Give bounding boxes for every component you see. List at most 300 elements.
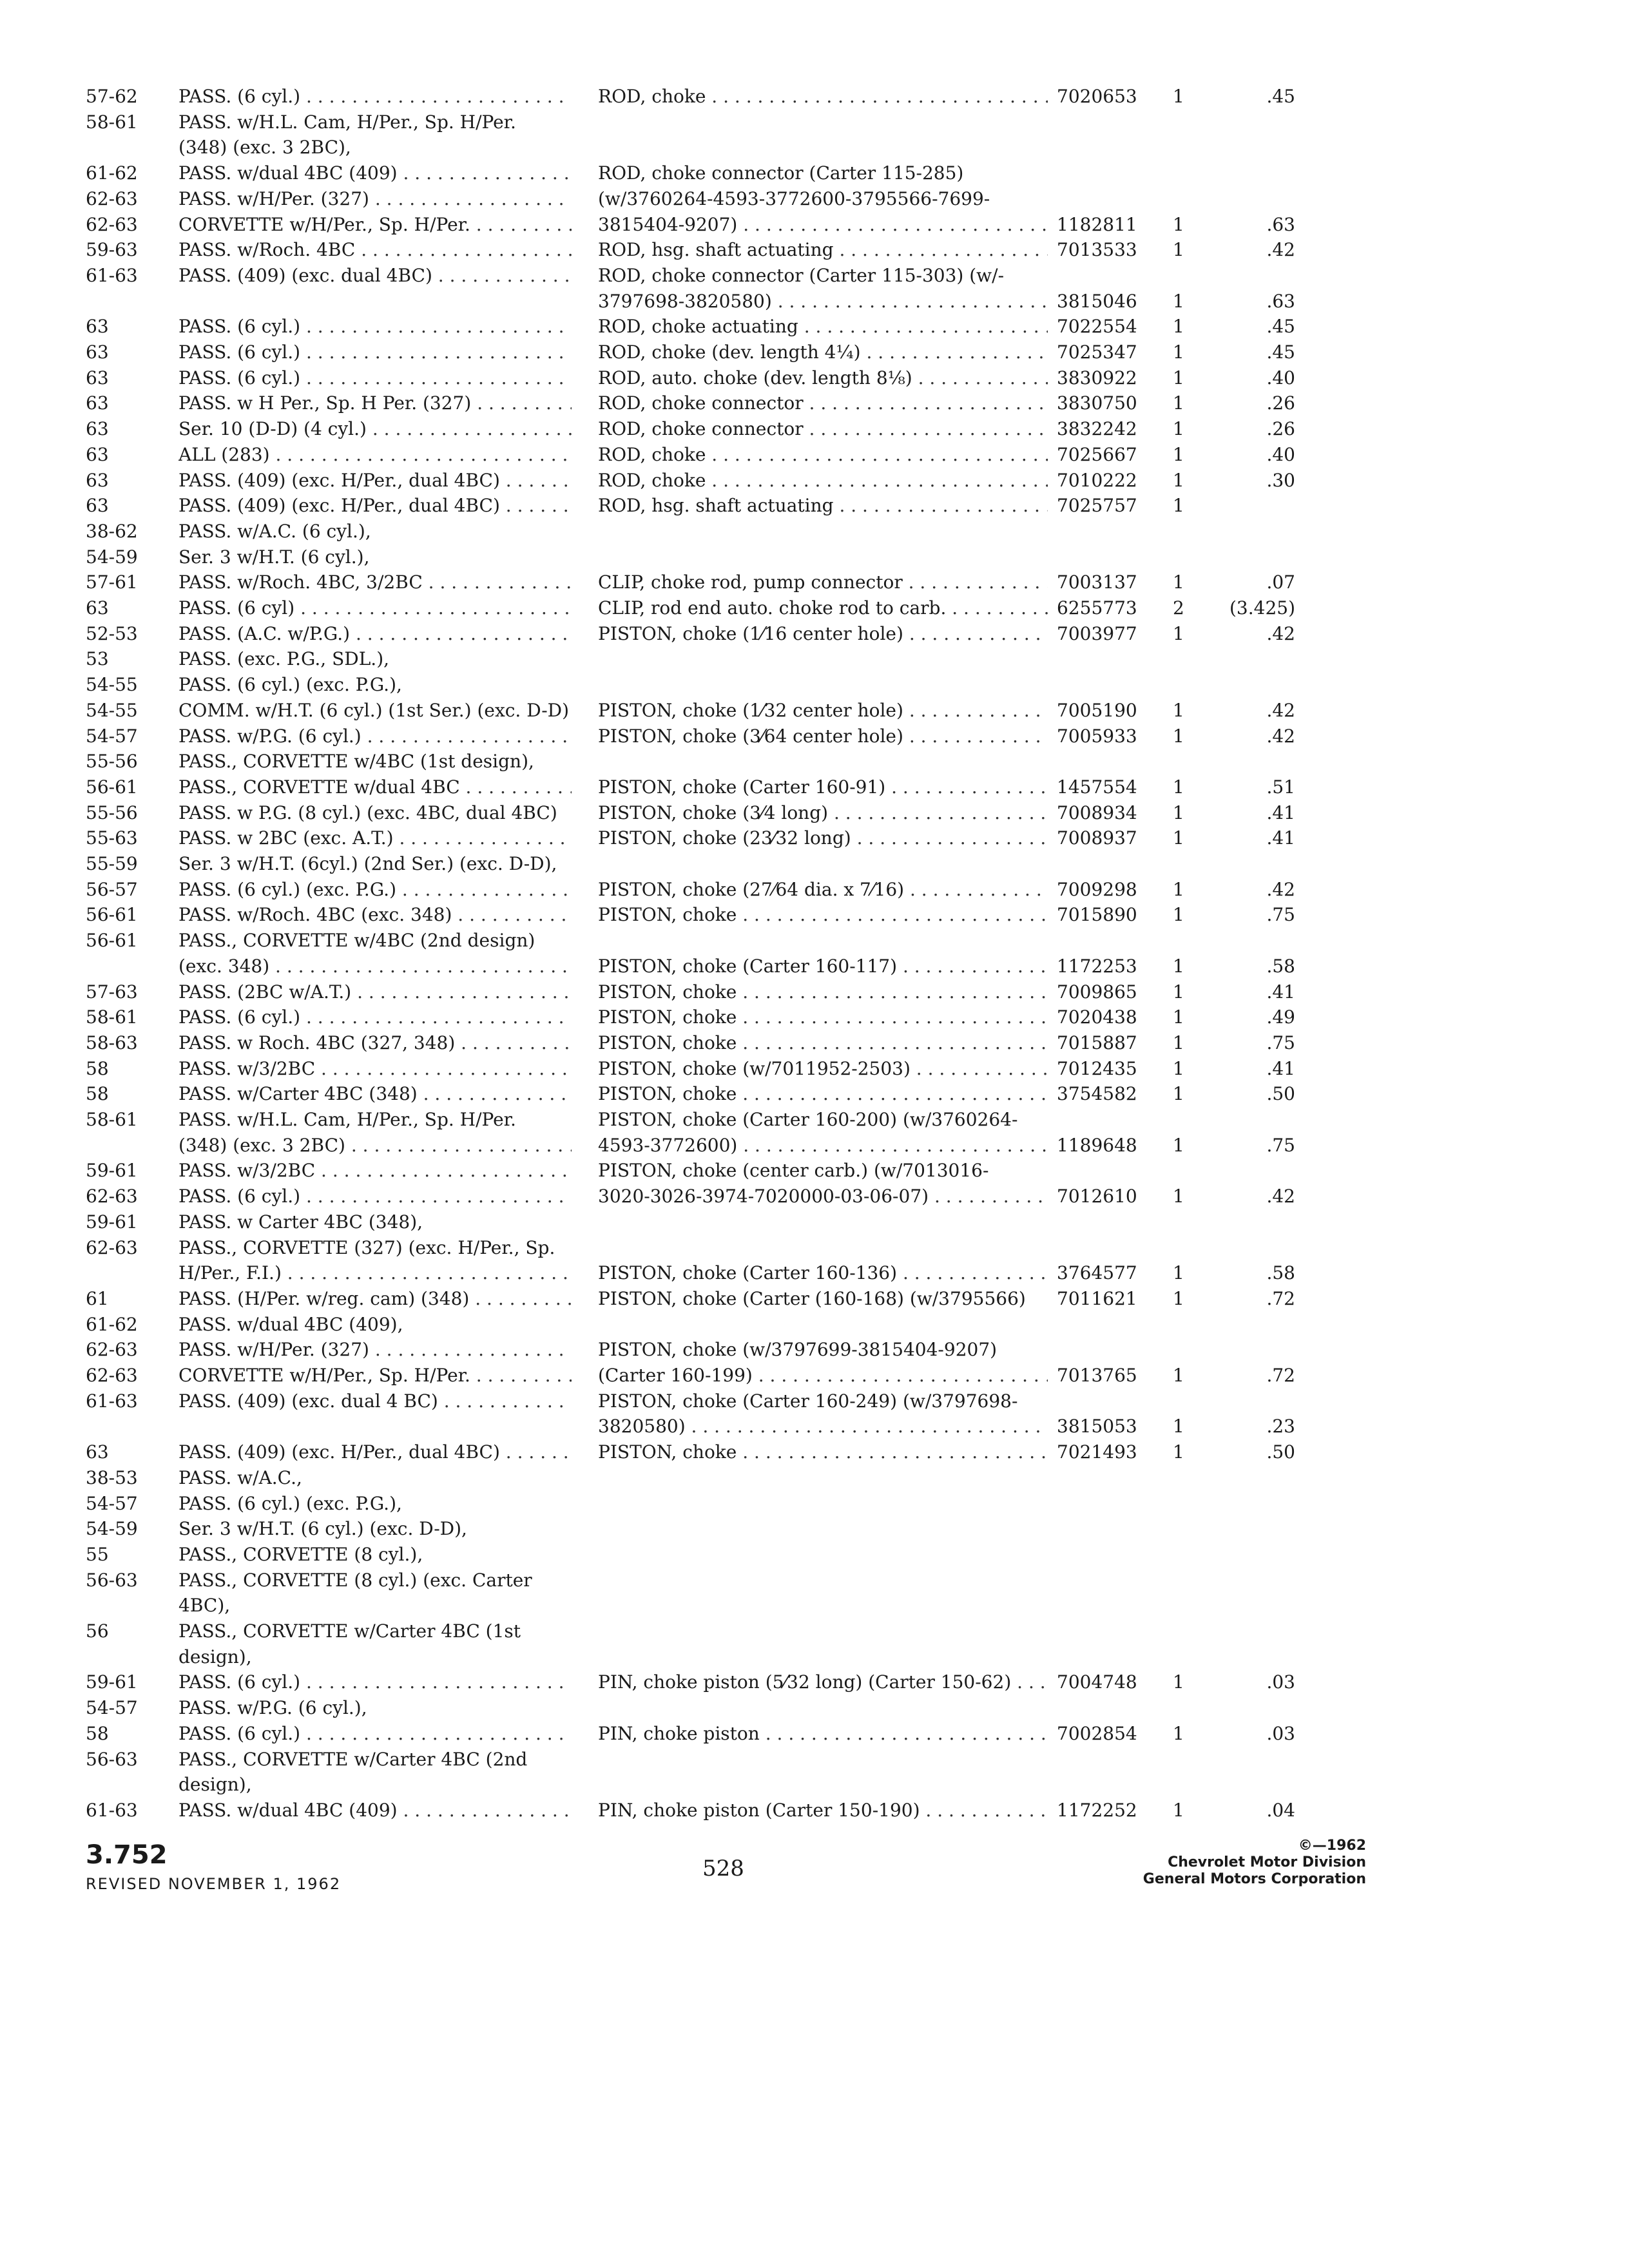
price-cell: .40 — [1266, 443, 1295, 465]
table-row — [0, 416, 1629, 443]
table-row — [0, 1542, 1629, 1569]
year-cell: 52-53 — [86, 622, 138, 644]
table-row — [0, 646, 1629, 673]
quantity-cell: 1 — [1173, 827, 1184, 849]
description-cell: PIN, choke piston (Carter 150-190) . . . — [598, 1798, 1048, 1823]
application-cell: design), — [178, 1774, 252, 1796]
part-number-cell: 7021493 — [1057, 1441, 1137, 1463]
year-cell: 62-63 — [86, 213, 138, 235]
table-row — [0, 1004, 1629, 1032]
quantity-cell: 1 — [1173, 1365, 1184, 1386]
part-number-cell: 7022554 — [1057, 316, 1137, 338]
quantity-cell: 1 — [1173, 776, 1184, 798]
table-row — [0, 1516, 1629, 1543]
year-cell: 53 — [86, 648, 109, 670]
application-cell: Ser. 3 w/H.T. (6 cyl.) (exc. D-D), — [178, 1518, 467, 1540]
part-number-cell: 3832242 — [1057, 418, 1137, 440]
year-cell: 56 — [86, 1620, 109, 1642]
part-number-cell: 1172252 — [1057, 1799, 1137, 1821]
part-number-cell: 3830750 — [1057, 392, 1137, 414]
price-cell: .07 — [1266, 572, 1295, 593]
table-row — [0, 1286, 1629, 1313]
application-cell: PASS. w/Roch. 4BC (exc. 348) . . . — [178, 902, 572, 928]
description-cell: ROD, hsg. shaft actuating . . . — [598, 493, 1048, 519]
table-row — [0, 1491, 1629, 1518]
application-cell: PASS., CORVETTE w/4BC (2nd design) — [178, 930, 535, 952]
year-cell: 63 — [86, 341, 109, 363]
description-cell: PISTON, choke (27⁄64 dia. x 7⁄16) . . . — [598, 877, 1048, 903]
application-cell: PASS. (2BC w/A.T.) . . . — [178, 979, 572, 1005]
application-cell: PASS. (H/Per. w/reg. cam) (348) . . . — [178, 1286, 572, 1312]
application-cell: PASS. w/Carter 4BC (348) . . . — [178, 1081, 572, 1107]
application-cell: PASS., CORVETTE (8 cyl.), — [178, 1543, 423, 1565]
description-cell: 3820580) . . . — [598, 1414, 1048, 1439]
description-cell: (Carter 160-199) . . . — [598, 1363, 1048, 1389]
application-cell: design), — [178, 1646, 252, 1667]
year-cell: 57-61 — [86, 572, 138, 593]
application-cell: PASS., CORVETTE w/dual 4BC . . . — [178, 774, 572, 800]
description-cell: PISTON, choke (23⁄32 long) . . . — [598, 825, 1048, 851]
year-cell: 62-63 — [86, 187, 138, 209]
quantity-cell: 1 — [1173, 622, 1184, 644]
part-number-cell: 7003137 — [1057, 572, 1137, 593]
table-row — [0, 1721, 1629, 1748]
year-cell: 63 — [86, 316, 109, 338]
part-number-cell: 7013765 — [1057, 1365, 1137, 1386]
table-row — [0, 1209, 1629, 1236]
price-cell: (3.425) — [1229, 597, 1295, 619]
table-row — [0, 442, 1629, 469]
description-cell: PISTON, choke . . . — [598, 1030, 1048, 1056]
year-cell: 61-62 — [86, 162, 138, 184]
table-row — [0, 851, 1629, 878]
quantity-cell: 1 — [1173, 572, 1184, 593]
description-cell: PISTON, choke . . . — [598, 1004, 1048, 1030]
table-row — [0, 186, 1629, 213]
table-row — [0, 672, 1629, 699]
table-row — [0, 724, 1629, 751]
application-cell: PASS. w H Per., Sp. H Per. (327) . . . — [178, 390, 572, 416]
table-row — [0, 1439, 1629, 1466]
description-cell: PISTON, choke (3⁄4 long) . . . — [598, 800, 1048, 826]
description-cell: ROD, choke . . . — [598, 84, 1048, 110]
table-row — [0, 595, 1629, 622]
part-number-cell: 7015890 — [1057, 904, 1137, 926]
part-number-cell: 7010222 — [1057, 469, 1137, 491]
description-cell: PISTON, choke (Carter (160-168) (w/3795566) — [598, 1287, 1026, 1309]
application-cell: PASS. w 2BC (exc. A.T.) . . . — [178, 825, 572, 851]
year-cell: 61 — [86, 1287, 109, 1309]
description-cell: PISTON, choke (center carb.) (w/7013016- — [598, 1160, 989, 1182]
description-cell: PISTON, choke . . . — [598, 1439, 1048, 1465]
quantity-cell: 1 — [1173, 86, 1184, 107]
application-cell: Ser. 3 w/H.T. (6cyl.) (2nd Ser.) (exc. D-D), — [178, 853, 557, 874]
table-row — [0, 519, 1629, 546]
application-cell: PASS. (6 cyl.) (exc. P.G.) . . . — [178, 877, 572, 903]
year-cell: 63 — [86, 469, 109, 491]
description-cell: PISTON, choke . . . — [598, 902, 1048, 928]
part-number-cell: 7025757 — [1057, 495, 1137, 517]
table-row — [0, 110, 1629, 137]
price-cell: .72 — [1266, 1365, 1295, 1386]
description-cell: (w/3760264-4593-3772600-3795566-7699- — [598, 187, 990, 209]
application-cell: PASS., CORVETTE w/Carter 4BC (1st — [178, 1620, 521, 1642]
application-cell: Ser. 3 w/H.T. (6 cyl.), — [178, 546, 370, 568]
year-cell: 61-63 — [86, 264, 138, 286]
table-row — [0, 825, 1629, 852]
table-row — [0, 340, 1629, 367]
part-number-cell: 1189648 — [1057, 1134, 1137, 1156]
year-cell: 56-63 — [86, 1748, 138, 1770]
year-cell: 56-63 — [86, 1569, 138, 1591]
application-cell: PASS. w/Roch. 4BC, 3/2BC . . . — [178, 570, 572, 595]
year-cell: 61-62 — [86, 1313, 138, 1335]
table-row — [0, 1312, 1629, 1339]
year-cell: 38-62 — [86, 520, 138, 542]
price-cell: .42 — [1266, 725, 1295, 747]
part-number-cell: 7025347 — [1057, 341, 1137, 363]
year-cell: 54-55 — [86, 674, 138, 696]
application-cell: H/Per., F.I.) . . . — [178, 1260, 572, 1286]
price-cell: .50 — [1266, 1441, 1295, 1463]
quantity-cell: 1 — [1173, 699, 1184, 721]
part-number-cell: 7009298 — [1057, 878, 1137, 900]
quantity-cell: 1 — [1173, 1441, 1184, 1463]
section-number: 3.752 — [86, 1840, 168, 1870]
year-cell: 55-56 — [86, 802, 138, 823]
application-cell: PASS. (A.C. w/P.G.) . . . — [178, 621, 572, 647]
table-row — [0, 1133, 1629, 1160]
application-cell: PASS., CORVETTE w/Carter 4BC (2nd — [178, 1748, 528, 1770]
price-cell: .03 — [1266, 1722, 1295, 1744]
description-cell: 3815404-9207) . . . — [598, 212, 1048, 238]
application-cell: PASS. w/dual 4BC (409), — [178, 1313, 403, 1335]
price-cell: .03 — [1266, 1671, 1295, 1693]
year-cell: 63 — [86, 418, 109, 440]
quantity-cell: 1 — [1173, 1262, 1184, 1284]
part-number-cell: 7011621 — [1057, 1287, 1137, 1309]
quantity-cell: 1 — [1173, 469, 1184, 491]
table-row — [0, 1568, 1629, 1595]
table-row — [0, 365, 1629, 392]
application-cell: PASS. (6 cyl.) . . . — [178, 314, 572, 340]
table-row — [0, 1695, 1629, 1722]
application-cell: PASS. (409) (exc. dual 4BC) . . . — [178, 263, 572, 289]
table-row — [0, 212, 1629, 239]
price-cell: .40 — [1266, 367, 1295, 389]
year-cell: 63 — [86, 1441, 109, 1463]
quantity-cell: 1 — [1173, 392, 1184, 414]
table-row — [0, 1158, 1629, 1185]
year-cell: 58 — [86, 1722, 109, 1744]
description-cell: ROD, choke connector (Carter 115-303) (w/- — [598, 264, 1005, 286]
price-cell: .23 — [1266, 1416, 1295, 1437]
price-cell: .26 — [1266, 392, 1295, 414]
application-cell: PASS., CORVETTE w/4BC (1st design), — [178, 751, 534, 773]
year-cell: 54-57 — [86, 725, 138, 747]
price-cell: .26 — [1266, 418, 1295, 440]
description-cell: PIN, choke piston (5⁄32 long) (Carter 150-62) . . . — [598, 1669, 1048, 1695]
application-cell: PASS., CORVETTE (327) (exc. H/Per., Sp. — [178, 1236, 555, 1258]
price-cell: .41 — [1266, 981, 1295, 1003]
application-cell: PASS. w/3/2BC . . . — [178, 1056, 572, 1082]
application-cell: CORVETTE w/H/Per., Sp. H/Per. . . . — [178, 212, 572, 238]
application-cell: PASS. w/H.L. Cam, H/Per., Sp. H/Per. — [178, 1109, 516, 1130]
year-cell: 58-61 — [86, 1006, 138, 1028]
table-row — [0, 1363, 1629, 1390]
price-cell: .41 — [1266, 827, 1295, 849]
description-cell: 4593-3772600) . . . — [598, 1133, 1048, 1158]
description-cell: PISTON, choke (Carter 160-136) . . . — [598, 1260, 1048, 1286]
table-row — [0, 1389, 1629, 1416]
part-number-cell: 1182811 — [1057, 213, 1137, 235]
year-cell: 54-55 — [86, 699, 138, 721]
description-cell: 3020-3026-3974-7020000-03-06-07) . . . — [598, 1184, 1048, 1209]
table-row — [0, 1184, 1629, 1211]
quantity-cell: 1 — [1173, 418, 1184, 440]
year-cell: 54-57 — [86, 1697, 138, 1719]
application-cell: PASS. w/H.L. Cam, H/Per., Sp. H/Per. — [178, 111, 516, 133]
price-cell: .45 — [1266, 86, 1295, 107]
table-row — [0, 800, 1629, 827]
quantity-cell: 1 — [1173, 1722, 1184, 1744]
quantity-cell: 1 — [1173, 213, 1184, 235]
application-cell: PASS. w/dual 4BC (409) . . . — [178, 160, 572, 186]
quantity-cell: 1 — [1173, 955, 1184, 977]
application-cell: PASS., CORVETTE (8 cyl.) (exc. Carter — [178, 1569, 532, 1591]
table-row — [0, 289, 1629, 316]
description-cell: ROD, choke connector . . . — [598, 416, 1048, 442]
year-cell: 63 — [86, 495, 109, 517]
price-cell: .41 — [1266, 802, 1295, 823]
part-number-cell: 3830922 — [1057, 367, 1137, 389]
application-cell: PASS. w/H/Per. (327) . . . — [178, 1337, 572, 1363]
application-cell: (348) (exc. 3 2BC), — [178, 137, 351, 159]
part-number-cell: 7005933 — [1057, 725, 1137, 747]
year-cell: 55-59 — [86, 853, 138, 874]
application-cell: PASS. w/A.C. (6 cyl.), — [178, 520, 371, 542]
table-row — [0, 1465, 1629, 1492]
application-cell: PASS. w Roch. 4BC (327, 348) . . . — [178, 1030, 572, 1056]
quantity-cell: 1 — [1173, 1032, 1184, 1053]
table-row — [0, 84, 1629, 111]
price-cell: .51 — [1266, 776, 1295, 798]
application-cell: PASS. w/P.G. (6 cyl.), — [178, 1697, 367, 1719]
price-cell: .45 — [1266, 316, 1295, 338]
year-cell: 58-63 — [86, 1032, 138, 1053]
description-cell: PISTON, choke (w/7011952-2503) . . . — [598, 1056, 1048, 1082]
year-cell: 59-61 — [86, 1671, 138, 1693]
table-row — [0, 1107, 1629, 1134]
revision-date: REVISED NOVEMBER 1, 1962 — [86, 1875, 342, 1893]
application-cell: PASS. w/P.G. (6 cyl.) . . . — [178, 724, 572, 749]
application-cell: PASS. w/H/Per. (327) . . . — [178, 186, 572, 212]
price-cell: .42 — [1266, 239, 1295, 261]
part-number-cell: 7008937 — [1057, 827, 1137, 849]
application-cell: PASS. w/Roch. 4BC . . . — [178, 237, 572, 263]
year-cell: 58-61 — [86, 1109, 138, 1130]
application-cell: PASS. w/A.C., — [178, 1466, 302, 1488]
quantity-cell: 1 — [1173, 1287, 1184, 1309]
application-cell: PASS. (6 cyl.) (exc. P.G.), — [178, 674, 402, 696]
table-row — [0, 1235, 1629, 1262]
part-number-cell: 7002854 — [1057, 1722, 1137, 1744]
year-cell: 54-57 — [86, 1492, 138, 1514]
application-cell: PASS. (6 cyl.) . . . — [178, 340, 572, 365]
table-row — [0, 621, 1629, 648]
quantity-cell: 1 — [1173, 981, 1184, 1003]
description-cell: PISTON, choke . . . — [598, 979, 1048, 1005]
year-cell: 62-63 — [86, 1339, 138, 1361]
year-cell: 55-63 — [86, 827, 138, 849]
table-row — [0, 135, 1629, 162]
quantity-cell: 1 — [1173, 443, 1184, 465]
description-cell: ROD, choke . . . — [598, 442, 1048, 468]
table-row — [0, 493, 1629, 520]
table-row — [0, 1747, 1629, 1774]
year-cell: 59-63 — [86, 239, 138, 261]
table-row — [0, 1619, 1629, 1646]
table-row — [0, 1644, 1629, 1671]
part-number-cell: 7003977 — [1057, 622, 1137, 644]
price-cell: .04 — [1266, 1799, 1295, 1821]
year-cell: 58 — [86, 1083, 109, 1105]
part-number-cell: 7009865 — [1057, 981, 1137, 1003]
application-cell: PASS. (409) (exc. dual 4 BC) . . . — [178, 1389, 572, 1414]
copyright-block — [1095, 1838, 1366, 1888]
price-cell: .50 — [1266, 1083, 1295, 1105]
table-row — [0, 1772, 1629, 1799]
price-cell: .41 — [1266, 1057, 1295, 1079]
description-cell: PISTON, choke (Carter 160-200) (w/3760264- — [598, 1109, 1018, 1130]
application-cell: 4BC), — [178, 1595, 231, 1617]
table-row — [0, 544, 1629, 572]
year-cell: 57-62 — [86, 86, 138, 107]
part-number-cell: 6255773 — [1057, 597, 1137, 619]
description-cell: CLIP, choke rod, pump connector . . . — [598, 570, 1048, 595]
part-number-cell: 7012610 — [1057, 1186, 1137, 1207]
description-cell: ROD, auto. choke (dev. length 8⅛) . . . — [598, 365, 1048, 391]
application-cell: PASS. w/dual 4BC (409) . . . — [178, 1798, 572, 1823]
description-cell: PISTON, choke (3⁄64 center hole) . . . — [598, 724, 1048, 749]
description-cell: ROD, choke (dev. length 4¼) . . . — [598, 340, 1048, 365]
table-row — [0, 698, 1629, 725]
part-number-cell: 7015887 — [1057, 1032, 1137, 1053]
price-cell: .45 — [1266, 341, 1295, 363]
quantity-cell: 2 — [1173, 597, 1184, 619]
part-number-cell: 3764577 — [1057, 1262, 1137, 1284]
price-cell: .75 — [1266, 1134, 1295, 1156]
application-cell: PASS. (409) (exc. H/Per., dual 4BC) . . . — [178, 493, 572, 519]
quantity-cell: 1 — [1173, 316, 1184, 338]
application-cell: PASS. (exc. P.G., SDL.), — [178, 648, 390, 670]
part-number-cell: 7012435 — [1057, 1057, 1137, 1079]
year-cell: 63 — [86, 392, 109, 414]
year-cell: 58 — [86, 1057, 109, 1079]
quantity-cell: 1 — [1173, 1186, 1184, 1207]
quantity-cell: 1 — [1173, 725, 1184, 747]
application-cell: Ser. 10 (D-D) (4 cyl.) . . . — [178, 416, 572, 442]
table-row — [0, 314, 1629, 341]
year-cell: 59-61 — [86, 1211, 138, 1233]
year-cell: 63 — [86, 367, 109, 389]
description-cell: 3797698-3820580) . . . — [598, 289, 1048, 314]
quantity-cell: 1 — [1173, 239, 1184, 261]
application-cell: (exc. 348) . . . — [178, 954, 572, 979]
price-cell: .42 — [1266, 699, 1295, 721]
corporation-name: General Motors Corporation — [1142, 1871, 1366, 1887]
description-cell: CLIP, rod end auto. choke rod to carb. . . . — [598, 595, 1048, 621]
application-cell: PASS. (6 cyl) . . . — [178, 595, 572, 621]
description-cell: ROD, choke actuating . . . — [598, 314, 1048, 340]
application-cell: PASS. (6 cyl.) . . . — [178, 84, 572, 110]
application-cell: PASS. w Carter 4BC (348), — [178, 1211, 423, 1233]
table-row — [0, 160, 1629, 187]
table-row — [0, 979, 1629, 1006]
quantity-cell: 1 — [1173, 341, 1184, 363]
year-cell: 61-63 — [86, 1799, 138, 1821]
quantity-cell: 1 — [1173, 495, 1184, 517]
year-cell: 55-56 — [86, 751, 138, 773]
table-row — [0, 237, 1629, 264]
table-row — [0, 1030, 1629, 1057]
part-number-cell: 7020653 — [1057, 86, 1137, 107]
price-cell: .42 — [1266, 878, 1295, 900]
description-cell: ROD, choke connector . . . — [598, 390, 1048, 416]
description-cell: ROD, choke connector (Carter 115-285) — [598, 162, 964, 184]
year-cell: 56-61 — [86, 776, 138, 798]
part-number-cell: 3815046 — [1057, 290, 1137, 312]
application-cell: PASS. (409) (exc. H/Per., dual 4BC) . . . — [178, 1439, 572, 1465]
application-cell: PASS. (6 cyl.) . . . — [178, 1669, 572, 1695]
year-cell: 56-57 — [86, 878, 138, 900]
year-cell: 38-53 — [86, 1466, 138, 1488]
part-number-cell: 3754582 — [1057, 1083, 1137, 1105]
year-cell: 62-63 — [86, 1236, 138, 1258]
price-cell: .42 — [1266, 622, 1295, 644]
quantity-cell: 1 — [1173, 290, 1184, 312]
year-cell: 62-63 — [86, 1186, 138, 1207]
description-cell: PISTON, choke (Carter 160-91) . . . — [598, 774, 1048, 800]
quantity-cell: 1 — [1173, 367, 1184, 389]
price-cell: .49 — [1266, 1006, 1295, 1028]
table-row — [0, 1260, 1629, 1287]
page-number: 528 — [702, 1856, 744, 1881]
application-cell: PASS. w/3/2BC . . . — [178, 1158, 572, 1184]
description-cell: PISTON, choke (1⁄32 center hole) . . . — [598, 698, 1048, 724]
quantity-cell: 1 — [1173, 1416, 1184, 1437]
part-number-cell: 7020438 — [1057, 1006, 1137, 1028]
year-cell: 57-63 — [86, 981, 138, 1003]
quantity-cell: 1 — [1173, 878, 1184, 900]
description-cell: PISTON, choke . . . — [598, 1081, 1048, 1107]
year-cell: 63 — [86, 597, 109, 619]
table-row — [0, 928, 1629, 955]
table-row — [0, 1337, 1629, 1364]
application-cell: PASS. (6 cyl.) . . . — [178, 365, 572, 391]
year-cell: 56-61 — [86, 904, 138, 926]
application-cell: ALL (283) . . . — [178, 442, 572, 468]
quantity-cell: 1 — [1173, 802, 1184, 823]
price-cell: .58 — [1266, 1262, 1295, 1284]
quantity-cell: 1 — [1173, 1057, 1184, 1079]
price-cell: .58 — [1266, 955, 1295, 977]
part-number-cell: 7013533 — [1057, 239, 1137, 261]
part-number-cell: 7008934 — [1057, 802, 1137, 823]
table-row — [0, 390, 1629, 418]
year-cell: 56-61 — [86, 930, 138, 952]
table-row — [0, 954, 1629, 981]
